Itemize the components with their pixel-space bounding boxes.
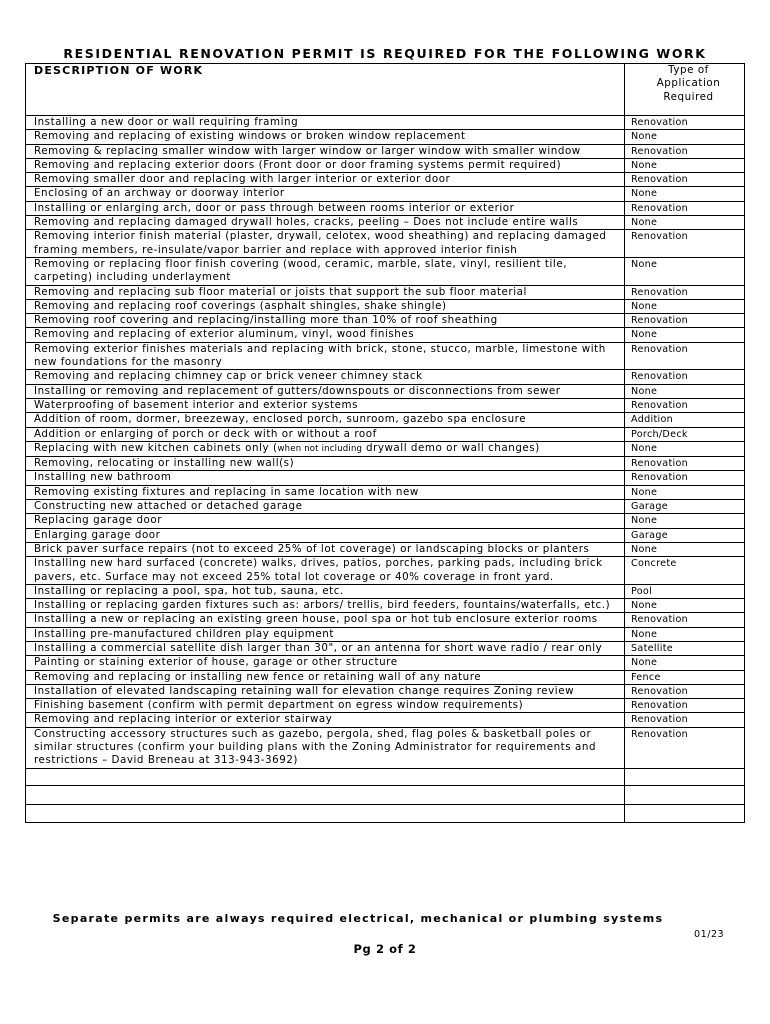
work-description: Installing new bathroom: [26, 471, 625, 485]
work-description: [26, 441, 625, 456]
table-row: [26, 528, 745, 542]
application-type: None: [625, 542, 745, 556]
work-description: Removing and replacing roof coverings (asphalt shingles, shake shingle): [26, 299, 625, 313]
application-type: Concrete: [625, 557, 745, 585]
page-number: Pg 2 of 2: [353, 942, 417, 956]
table-row: [26, 257, 745, 285]
empty-row: [26, 785, 745, 804]
application-type: Renovation: [625, 699, 745, 713]
work-description: Addition of room, dormer, breezeway, enclosed porch, sunroom, gazebo spa enclosure: [26, 413, 625, 427]
table-header-row: [26, 64, 745, 116]
table-row: [26, 699, 745, 713]
application-type: None: [625, 187, 745, 201]
application-type: Renovation: [625, 230, 745, 258]
application-type: None: [625, 158, 745, 172]
work-description: Enclosing of an archway or doorway interior: [26, 187, 625, 201]
work-description-part: drywall demo or wall changes): [362, 441, 540, 454]
table-row: [26, 216, 745, 230]
work-description: Removing and replacing chimney cap or brick veneer chimney stack: [26, 370, 625, 384]
application-type: None: [625, 514, 745, 528]
application-type: Renovation: [625, 342, 745, 370]
table-row: [26, 656, 745, 670]
work-description: Removing and replacing or installing new fence or retaining wall of any nature: [26, 670, 625, 684]
work-description: Removing, relocating or installing new wall(s): [26, 457, 625, 471]
work-description: Installing a new or replacing an existing green house, pool spa or hot tub enclosure exterior rooms: [26, 613, 625, 627]
application-type: Renovation: [625, 471, 745, 485]
application-type: Renovation: [625, 173, 745, 187]
work-description: Enlarging garage door: [26, 528, 625, 542]
work-description-part: Replacing with new kitchen cabinets only (: [34, 441, 278, 454]
application-type: None: [625, 216, 745, 230]
table-row: [26, 413, 745, 427]
work-description: Installing or replacing garden fixtures such as: arbors/ trellis, bird feeders, fountains/waterfalls, etc.): [26, 599, 625, 613]
application-type: Satellite: [625, 641, 745, 655]
work-description: Finishing basement (confirm with permit department on egress window requirements): [26, 699, 625, 713]
table-row: [26, 116, 745, 130]
type-header: [625, 64, 745, 116]
table-row: [26, 542, 745, 556]
empty-cell: [625, 804, 745, 822]
table-row: [26, 130, 745, 144]
table-row: [26, 187, 745, 201]
work-description: Installing new hard surfaced (concrete) walks, drives, patios, porches, parking pads, including brick pavers, etc. Surface may not exceed 25% total lot coverage or 40% coverage in front yard.: [26, 557, 625, 585]
application-type: None: [625, 130, 745, 144]
work-description: Removing and replacing of existing windows or broken window replacement: [26, 130, 625, 144]
work-description: Installing a commercial satellite dish larger than 30", or an antenna for short wave radio / rear only: [26, 641, 625, 655]
table-row: [26, 713, 745, 727]
table-row: [26, 173, 745, 187]
application-type: None: [625, 384, 745, 398]
work-description: Removing and replacing interior or exterior stairway: [26, 713, 625, 727]
empty-cell: [26, 785, 625, 804]
application-type: None: [625, 627, 745, 641]
work-description: Constructing accessory structures such as gazebo, pergola, shed, flag poles & basketball poles or similar structures (confirm your building plans with the Zoning Administrator for requirements and restrictions – David Breneau at 313-943-3692): [26, 727, 625, 768]
table-row: [26, 599, 745, 613]
work-description: Waterproofing of basement interior and exterior systems: [26, 398, 625, 412]
work-description: Removing and replacing exterior doors (Front door or door framing systems permit required): [26, 158, 625, 172]
application-type: Renovation: [625, 613, 745, 627]
work-description: Removing exterior finishes materials and replacing with brick, stone, stucco, marble, limestone with new foundations for the masonry: [26, 342, 625, 370]
work-description: Installing or enlarging arch, door or pass through between rooms interior or exterior: [26, 201, 625, 215]
table-row: [26, 684, 745, 698]
description-header: [26, 64, 625, 116]
table-row: [26, 641, 745, 655]
empty-row: [26, 804, 745, 822]
empty-row: [26, 768, 745, 785]
work-description: Installation of elevated landscaping retaining wall for elevation change requires Zoning review: [26, 684, 625, 698]
table-row: [26, 557, 745, 585]
application-type: Renovation: [625, 116, 745, 130]
table-row: [26, 299, 745, 313]
table-row: [26, 613, 745, 627]
empty-cell: [26, 768, 625, 785]
application-type: Renovation: [625, 727, 745, 768]
table-row: [26, 485, 745, 499]
application-type: Fence: [625, 670, 745, 684]
table-row: [26, 314, 745, 328]
table-row: [26, 457, 745, 471]
work-description: Replacing garage door: [26, 514, 625, 528]
table-row: [26, 398, 745, 412]
table-row: [26, 514, 745, 528]
application-type: Renovation: [625, 684, 745, 698]
table-row: [26, 144, 745, 158]
work-description: Removing interior finish material (plaster, drywall, celotex, wood sheathing) and replacing damaged framing members, re-insulate/vapor barrier and replace with approved interior finish: [26, 230, 625, 258]
work-description-part: when not including: [277, 443, 363, 454]
table-row: [26, 230, 745, 258]
work-description: Removing and replacing of exterior aluminum, vinyl, wood finishes: [26, 328, 625, 342]
work-description: Constructing new attached or detached garage: [26, 500, 625, 514]
permit-table: [25, 63, 745, 823]
work-description: Removing roof covering and replacing/installing more than 10% of roof sheathing: [26, 314, 625, 328]
application-type: Renovation: [625, 370, 745, 384]
application-type: None: [625, 299, 745, 313]
work-description: Installing pre-manufactured children play equipment: [26, 627, 625, 641]
table-row: [26, 441, 745, 456]
work-description: Removing smaller door and replacing with larger interior or exterior door: [26, 173, 625, 187]
application-type: None: [625, 656, 745, 670]
type-header-line1: Type of: [668, 64, 709, 76]
work-description: Removing and replacing sub floor material or joists that support the sub floor material: [26, 285, 625, 299]
application-type: None: [625, 441, 745, 456]
table-row: [26, 427, 745, 441]
table-row: [26, 201, 745, 215]
type-header-line2: Application: [656, 77, 721, 90]
application-type: Renovation: [625, 314, 745, 328]
table-row: [26, 370, 745, 384]
application-type: None: [625, 599, 745, 613]
work-description: Installing or replacing a pool, spa, hot tub, sauna, etc.: [26, 584, 625, 598]
work-description: Removing existing fixtures and replacing in same location with new: [26, 485, 625, 499]
page-title: RESIDENTIAL RENOVATION PERMIT IS REQUIRED FOR THE FOLLOWING WORK: [63, 46, 707, 61]
table-row: [26, 285, 745, 299]
table-row: [26, 342, 745, 370]
empty-cell: [625, 768, 745, 785]
description-header-label: DESCRIPTION OF WORK: [34, 64, 204, 77]
empty-cell: [26, 804, 625, 822]
table-row: [26, 584, 745, 598]
work-description: Installing or removing and replacement of gutters/downspouts or disconnections from sewer: [26, 384, 625, 398]
application-type: Pool: [625, 584, 745, 598]
work-description: Brick paver surface repairs (not to exceed 25% of lot coverage) or landscaping blocks or planters: [26, 542, 625, 556]
table-row: [26, 627, 745, 641]
application-type: Garage: [625, 500, 745, 514]
application-type: Renovation: [625, 201, 745, 215]
application-type: Porch/Deck: [625, 427, 745, 441]
application-type: None: [625, 328, 745, 342]
type-header-line3: Required: [663, 90, 714, 103]
application-type: Garage: [625, 528, 745, 542]
application-type: None: [625, 257, 745, 285]
application-type: Renovation: [625, 144, 745, 158]
table-row: [26, 384, 745, 398]
table-row: [26, 158, 745, 172]
table-row: [26, 670, 745, 684]
table-row: [26, 500, 745, 514]
work-description: Installing a new door or wall requiring framing: [26, 116, 625, 130]
table-row: [26, 471, 745, 485]
work-description: Addition or enlarging of porch or deck with or without a roof: [26, 427, 625, 441]
table-row: [26, 328, 745, 342]
separate-permits-note: Separate permits are always required electrical, mechanical or plumbing systems: [52, 912, 664, 925]
table-row: [26, 727, 745, 768]
work-description: Painting or staining exterior of house, garage or other structure: [26, 656, 625, 670]
work-description: Removing and replacing damaged drywall holes, cracks, peeling – Does not include entire walls: [26, 216, 625, 230]
work-description: Removing or replacing floor finish covering (wood, ceramic, marble, slate, vinyl, resilient tile, carpeting) including underlayment: [26, 257, 625, 285]
application-type: Renovation: [625, 713, 745, 727]
empty-cell: [625, 785, 745, 804]
work-description: Removing & replacing smaller window with larger window or larger window with smaller window: [26, 144, 625, 158]
application-type: Renovation: [625, 398, 745, 412]
application-type: Renovation: [625, 457, 745, 471]
application-type: Renovation: [625, 285, 745, 299]
application-type: Addition: [625, 413, 745, 427]
revision-date: 01/23: [694, 929, 725, 940]
application-type: None: [625, 485, 745, 499]
